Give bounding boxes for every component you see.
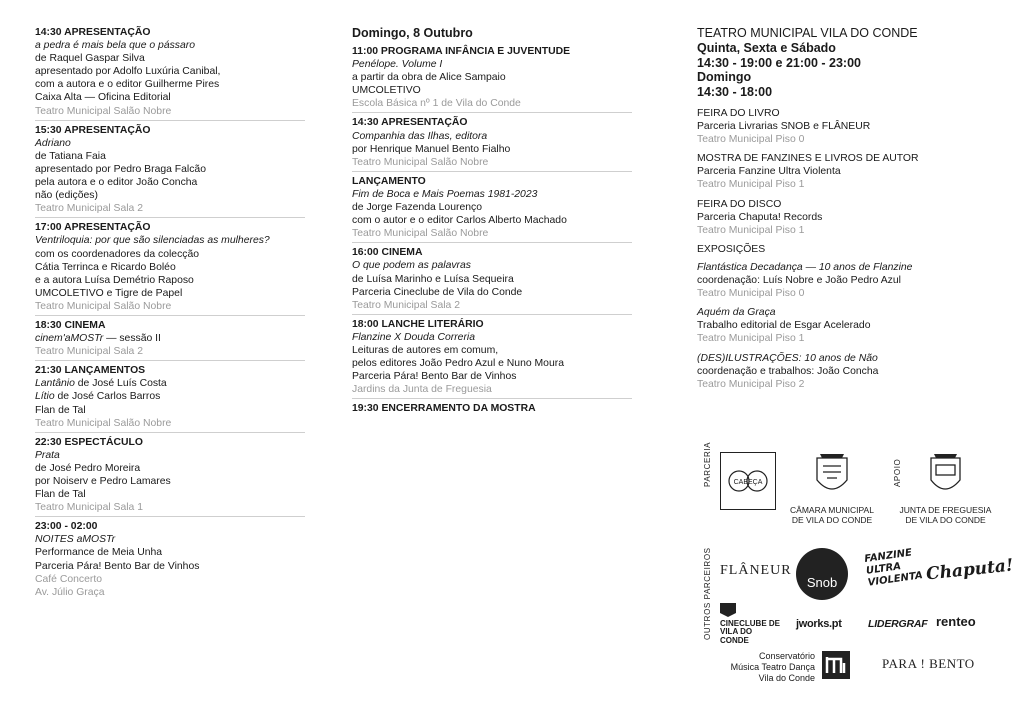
lidergraf-logo: LIDERGRAF: [868, 618, 928, 630]
event-title: LANÇAMENTO: [352, 175, 426, 187]
event-title: 15:30 APRESENTAÇÃO: [35, 124, 151, 136]
event-venue: Teatro Municipal Sala 1: [35, 502, 144, 514]
event-work-rest: — sessão II: [103, 333, 161, 345]
event-block: [352, 175, 632, 243]
junta-caption: JUNTA DE FREGUESIA DE VILA DO CONDE: [899, 505, 992, 525]
event-line: pela autora e o editor João Concha: [35, 177, 198, 189]
exhibition-block: [697, 352, 997, 391]
event-block: [35, 26, 305, 121]
event-venue: Teatro Municipal Sala 2: [35, 203, 144, 215]
event-title: 17:00 APRESENTAÇÃO: [35, 222, 151, 234]
event-line: de Jorge Fazenda Lourenço: [352, 202, 482, 214]
event-venue: Teatro Municipal Salão Nobre: [35, 417, 172, 429]
event-venue-address: Av. Júlio Graça: [35, 586, 105, 598]
schedule-column-1: [35, 26, 305, 604]
event-work: Flanzine X Douda Correria: [352, 331, 476, 343]
event-work: [35, 137, 305, 150]
event-work: [35, 234, 305, 247]
exhibition-credit: Trabalho editorial de Esgar Acelerado: [697, 320, 871, 332]
event-work-line: [35, 390, 305, 403]
event-title: 14:30 APRESENTAÇÃO: [35, 27, 151, 38]
event-block: [352, 246, 632, 314]
event-work-author: de José Luís Costa: [74, 378, 167, 390]
event-line: por Noiserv e Pedro Lamares: [35, 476, 171, 487]
fair-title: FEIRA DO DISCO: [697, 198, 782, 210]
exhibitions-list: [697, 261, 997, 391]
exhibitions-title: EXPOSIÇÕES: [697, 243, 766, 255]
cineclube-logo: [720, 603, 780, 645]
renteo-logo: renteo: [936, 614, 976, 629]
conservatorio-line-3: Vila do Conde: [758, 673, 815, 683]
exhibition-block: [697, 306, 997, 345]
event-title: 22:30 ESPECTÁCULO: [35, 436, 143, 448]
event-block: [352, 402, 632, 417]
camara-logo: [787, 452, 877, 525]
fair-partner: Parceria Fanzine Ultra Violenta: [697, 166, 841, 178]
fair-venue: Teatro Municipal Piso 0: [697, 134, 805, 146]
event-line: de Luísa Marinho e Luísa Sequeira: [352, 273, 514, 285]
event-work-title: Lítio: [35, 391, 55, 403]
conservatorio-logo: [720, 651, 815, 684]
event-venue: Teatro Municipal Sala 2: [352, 299, 461, 311]
sunday-events: [352, 45, 632, 417]
event-title: 21:30 LANÇAMENTOS: [35, 365, 146, 377]
fair-title: MOSTRA DE FANZINES E LIVROS DE AUTOR: [697, 153, 919, 165]
flaneur-logo: FLÂNEUR: [720, 563, 792, 578]
event-line: por Henrique Manuel Bento Fialho: [352, 143, 511, 155]
camara-crest-icon: [787, 452, 877, 500]
event-work: [35, 39, 305, 52]
days-sunday: Domingo: [697, 70, 752, 84]
hours-sunday: 14:30 - 18:00: [697, 84, 773, 99]
event-line: com os coordenadores da colecção: [35, 248, 200, 260]
para-bento-logo: PARA ! BENTO: [882, 656, 975, 671]
event-work: O que podem as palavras: [352, 260, 471, 272]
event-block: [352, 318, 632, 400]
cabeca-icon: [728, 466, 768, 496]
event-work: [35, 332, 305, 345]
event-work-title: a pedra é mais bela que o pássaro: [35, 40, 196, 52]
event-line: com o autor e o editor Carlos Alberto Machado: [352, 215, 567, 227]
fair-block: [697, 107, 997, 146]
cabeca-logo: [720, 452, 776, 510]
fair-partner: Parceria Livrarias SNOB e FLÂNEUR: [697, 121, 871, 133]
svg-text:CABEÇA: CABEÇA: [733, 479, 763, 486]
exhibition-credit: coordenação: Luís Nobre e João Pedro Azul: [697, 275, 901, 287]
chaputa-logo: Chaputa!: [925, 555, 1015, 585]
event-title: 18:00 LANCHE LITERÁRIO: [352, 318, 484, 330]
event-title: 23:00 - 02:00: [35, 521, 98, 533]
event-block: [35, 364, 305, 432]
fairs-list: [697, 107, 997, 237]
event-work: [35, 449, 305, 462]
exhibition-venue: Teatro Municipal Piso 2: [697, 378, 805, 390]
info-column: [697, 26, 997, 397]
event-line: UMCOLETIVO e Tigre de Papel: [35, 287, 183, 299]
fair-block: [697, 198, 997, 237]
event-line: Caixa Alta — Oficina Editorial: [35, 92, 171, 104]
event-block: [35, 520, 305, 601]
event-venue: Escola Básica nº 1 de Vila do Conde: [352, 98, 521, 110]
event-work-line: [35, 377, 305, 390]
jworks-logo: jworks.pt: [796, 618, 842, 630]
event-line: Parceria Pára! Bento Bar de Vinhos: [352, 371, 517, 383]
hours-weekday: 14:30 - 19:00 e 21:00 - 23:00: [697, 55, 861, 70]
event-line: Flan de Tal: [35, 404, 86, 416]
event-line: Cátia Terrinca e Ricardo Boléo: [35, 261, 176, 273]
event-line: Performance de Meia Unha: [35, 547, 163, 559]
schedule-column-2: [352, 26, 632, 420]
event-venue: Café Concerto: [35, 573, 102, 585]
event-line: e a autora Luísa Demétrio Raposo: [35, 274, 194, 286]
event-work-title: Lantânio: [35, 378, 75, 390]
event-work: [35, 533, 305, 546]
event-venue: Jardins da Junta de Freguesia: [352, 384, 492, 396]
exhibition-title: Aquém da Graça: [697, 307, 776, 319]
exhibition-title: (DES)ILUSTRAÇÕES: 10 anos de Não: [697, 352, 878, 364]
day-heading: Domingo, 8 Outubro: [352, 26, 473, 40]
event-title: 14:30 APRESENTAÇÃO: [352, 117, 468, 129]
event-title: 18:30 CINEMA: [35, 319, 106, 331]
snob-logo: [796, 548, 848, 600]
conservatorio-line-2: Música Teatro Dança: [730, 662, 815, 672]
event-work: Penélope. Volume I: [352, 59, 443, 71]
event-line: pelos editores João Pedro Azul e Nuno Moura: [352, 358, 564, 370]
event-work-author: de José Carlos Barros: [54, 391, 161, 403]
exhibition-venue: Teatro Municipal Piso 0: [697, 288, 805, 300]
event-line: Flan de Tal: [35, 489, 86, 501]
event-line: não (edições): [35, 190, 98, 202]
label-parceria: PARCERIA: [703, 441, 712, 487]
event-line: Leituras de autores em comum,: [352, 344, 499, 356]
event-line: apresentado por Pedro Braga Falcão: [35, 163, 206, 175]
junta-logo: [898, 452, 993, 525]
event-venue: Teatro Municipal Salão Nobre: [352, 156, 489, 168]
venue-title: TEATRO MUNICIPAL VILA DO CONDE: [697, 26, 918, 40]
event-venue: Teatro Municipal Salão Nobre: [35, 300, 172, 312]
event-block: [352, 116, 632, 171]
days-weekday: Quinta, Sexta e Sábado: [697, 41, 836, 55]
event-title: 19:30 ENCERRAMENTO DA MOSTRA: [352, 403, 536, 415]
camara-caption: CÂMARA MUNICIPAL DE VILA DO CONDE: [790, 505, 874, 525]
event-line: Parceria Pára! Bento Bar de Vinhos: [35, 560, 200, 572]
event-block: [35, 221, 305, 316]
exhibition-title: Flantástica Decadança — 10 anos de Flanzine: [697, 261, 913, 273]
event-work-title: Adriano: [35, 137, 71, 149]
event-work-title: Prata: [35, 449, 60, 461]
fair-block: [697, 152, 997, 191]
fanzine-ultra-violenta-logo: FANZINE ULTRA VIOLENTA: [863, 547, 924, 589]
event-line: UMCOLETIVO: [352, 85, 421, 97]
event-title: 16:00 CINEMA: [352, 247, 423, 259]
event-venue: Teatro Municipal Salão Nobre: [35, 105, 172, 117]
event-block: [35, 319, 305, 361]
event-line: a partir da obra de Alice Sampaio: [352, 72, 506, 84]
snob-wordmark: Snob: [806, 575, 838, 590]
junta-crest-icon: [898, 452, 993, 500]
fair-partner: Parceria Chaputa! Records: [697, 211, 823, 223]
fair-venue: Teatro Municipal Piso 1: [697, 224, 805, 236]
event-line: de Raquel Gaspar Silva: [35, 53, 145, 65]
event-line: apresentado por Adolfo Luxúria Canibal,: [35, 66, 221, 78]
exhibition-block: [697, 261, 997, 300]
event-line: Parceria Cineclube de Vila do Conde: [352, 286, 523, 298]
exhibition-venue: Teatro Municipal Piso 1: [697, 333, 805, 345]
fair-title: FEIRA DO LIVRO: [697, 108, 780, 119]
event-block: [35, 124, 305, 219]
event-work-title: NOITES aMOSTr: [35, 534, 116, 546]
event-work-title: Ventriloquia: por que são silenciadas as mulheres?: [35, 235, 270, 247]
event-block: [352, 45, 632, 113]
event-line: de Tatiana Faia: [35, 150, 106, 162]
event-title: 11:00 PROGRAMA INFÂNCIA E JUVENTUDE: [352, 46, 571, 57]
event-venue: Teatro Municipal Sala 2: [35, 346, 144, 358]
event-line: de José Pedro Moreira: [35, 462, 141, 474]
event-work-title: cinem'aMOSTr: [35, 333, 104, 345]
event-line: com a autora e o editor Guilherme Pires: [35, 79, 220, 91]
event-venue: Teatro Municipal Salão Nobre: [352, 228, 489, 240]
conservatorio-line-1: Conservatório: [758, 651, 815, 661]
label-apoio: APOIO: [893, 458, 902, 487]
event-work: Fim de Boca e Mais Poemas 1981-2023: [352, 188, 538, 200]
fair-venue: Teatro Municipal Piso 1: [697, 179, 805, 191]
event-block: [35, 436, 305, 518]
cineclube-icon: [720, 603, 736, 617]
cineclube-wordmark: CINECLUBE DE VILA DO CONDE: [720, 618, 781, 645]
exhibition-credit: coordenação e trabalhos: João Concha: [697, 365, 879, 377]
label-outros-parceiros: OUTROS PARCEIROS: [703, 547, 712, 640]
conservatorio-icon: [822, 651, 850, 679]
event-work: Companhia das Ilhas, editora: [352, 130, 488, 142]
